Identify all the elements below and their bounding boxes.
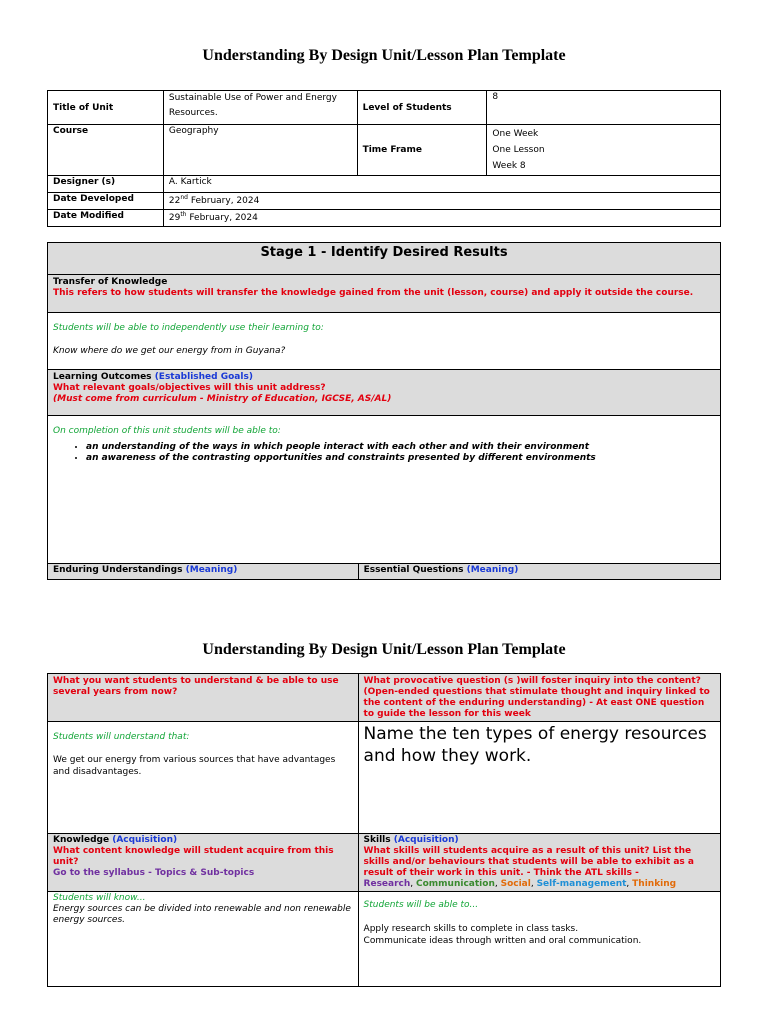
timeframe-label: Time Frame: [357, 125, 487, 176]
modified-value: 29th February, 2024: [163, 210, 720, 227]
outcomes-header: [48, 370, 721, 416]
atl-research: Research: [363, 879, 411, 889]
skills-tag: (Acquisition): [393, 835, 459, 845]
page-title-2: Understanding By Design Unit/Lesson Plan Template: [202, 641, 566, 658]
modified-label: Date Modified: [48, 210, 164, 227]
timeframe-value: [487, 125, 721, 176]
list-item: • an understanding of the ways in which people interact with each other and with their environment: [86, 442, 715, 453]
stage1-heading: Stage 1 - Identify Desired Results: [48, 243, 721, 275]
level-label: Level of Students: [357, 91, 487, 125]
list-item: • an awareness of the contrasting opportunities and constraints presented by different environments: [86, 453, 715, 464]
understand-body: [48, 722, 359, 834]
timeframe-line: Week 8: [492, 161, 526, 171]
essential-questions-header: Essential Questions (Meaning): [358, 564, 720, 580]
provocative-question: What provocative question (s )will foster inquiry into the content? (Open-ended questions that stimulate thought and inquiry linked to the content of the enduring understanding) - At east ONE question to guide the lesson for this week: [358, 674, 720, 722]
outcomes-tag: (Established Goals): [154, 372, 253, 382]
essential-question-answer: Name the ten types of energy resources and how they work.: [358, 722, 720, 834]
atl-thinking: Thinking: [632, 879, 677, 889]
outcomes-label: Learning Outcomes: [53, 372, 155, 382]
skills-label: Skills: [363, 835, 394, 845]
timeframe-line: One Week: [492, 129, 539, 139]
understand-question: What you want students to understand & be able to use several years from now?: [48, 674, 359, 722]
course-label: Course: [48, 125, 164, 176]
understand-answer: We get our energy from various sources that have advantages and disadvantages.: [53, 755, 336, 777]
designer-value: A. Kartick: [163, 176, 720, 193]
atl-communication: Communication: [416, 879, 495, 889]
title-value: Sustainable Use of Power and Energy Resources.: [163, 91, 357, 125]
knowledge-body: [48, 892, 359, 987]
page-title: Understanding By Design Unit/Lesson Plan Template: [202, 47, 566, 64]
level-value: 8: [487, 91, 721, 125]
atl-skills: Research, Communication, Social, Self-management, Thinking: [363, 879, 677, 889]
know-prompt: Students will know...: [53, 893, 146, 903]
title-label: Title of Unit: [48, 91, 164, 125]
able-line: Communicate ideas through written and oral communication.: [363, 936, 642, 946]
knowledge-header: [48, 834, 359, 892]
skills-question: What skills will students acquire as a result of this unit? List the skills and/or behaviours that students will be able to exhibit as a result of their work in this unit. - Think the ATL skills -: [363, 846, 694, 878]
skills-header: [358, 834, 720, 892]
timeframe-line: One Lesson: [492, 145, 545, 155]
stage1-table: [47, 242, 721, 580]
knowledge-note: Go to the syllabus - Topics & Sub-topics: [53, 868, 255, 878]
skills-body: [358, 892, 720, 987]
transfer-body: [48, 313, 721, 370]
transfer-prompt: Students will be able to independently use their learning to:: [53, 323, 324, 333]
outcomes-note: (Must come from curriculum - Ministry of Education, IGCSE, AS/AL): [53, 394, 392, 404]
understand-prompt: Students will understand that:: [53, 732, 190, 742]
transfer-header: [48, 275, 721, 313]
outcomes-body: [48, 416, 721, 564]
developed-value: 22nd February, 2024: [163, 193, 720, 210]
course-value: Geography: [163, 125, 357, 176]
enduring-understandings-header: Enduring Understandings (Meaning): [48, 564, 359, 580]
outcomes-question: What relevant goals/objectives will this unit address?: [53, 383, 326, 393]
transfer-answer: Know where do we get our energy from in Guyana?: [53, 346, 286, 356]
knowledge-label: Knowledge: [53, 835, 113, 845]
unit-info-table: [47, 90, 721, 227]
able-line: Apply research skills to complete in class tasks.: [363, 924, 579, 934]
stage1-continued-table: [47, 673, 721, 987]
transfer-desc: This refers to how students will transfer the knowledge gained from the unit (lesson, course) and apply it outside the course.: [53, 288, 694, 298]
atl-self-management: Self-management: [536, 879, 627, 889]
knowledge-question: What content knowledge will student acquire from this unit?: [53, 846, 334, 867]
outcomes-prompt: On completion of this unit students will be able to:: [53, 426, 281, 436]
transfer-label: Transfer of Knowledge: [53, 277, 168, 287]
atl-social: Social: [500, 879, 531, 889]
able-prompt: Students will be able to...: [363, 900, 479, 910]
knowledge-tag: (Acquisition): [112, 835, 178, 845]
designer-label: Designer (s): [48, 176, 164, 193]
developed-label: Date Developed: [48, 193, 164, 210]
know-answer: Energy sources can be divided into renewable and non renewable energy sources.: [53, 904, 351, 925]
outcomes-list: [53, 442, 715, 464]
